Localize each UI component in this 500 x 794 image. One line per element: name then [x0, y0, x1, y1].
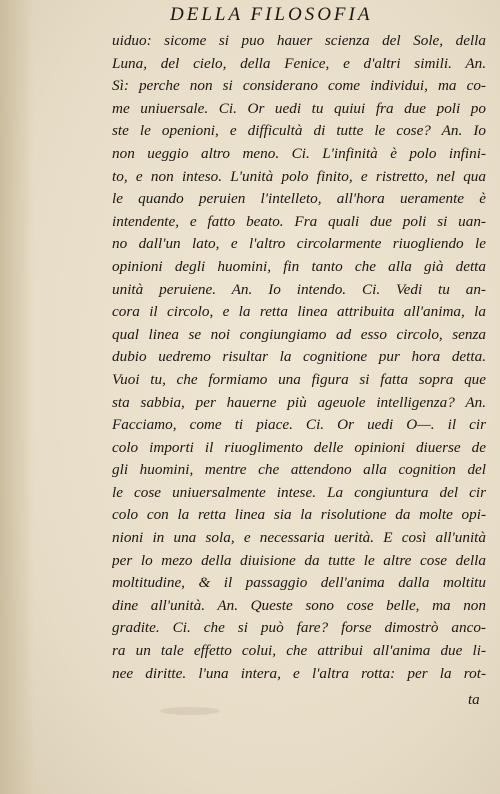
text-line: Sì: perche non si considerano come individui, ma co-	[112, 77, 486, 95]
text-line: ra un tale effetto colui, che attribui all'anima due li-	[112, 642, 486, 660]
text-line: Vuoi tu, che formiamo una figura si fatta sopra que	[112, 370, 486, 388]
text-line: Luna, del cielo, della Fenice, e d'altri simili. An.	[112, 54, 486, 72]
text-line: me uniuersale. Ci. Or uedi tu quiui fra due poli po	[112, 99, 486, 117]
text-line: gli huomini, mentre che attendono alla cognition del	[112, 461, 486, 479]
text-line: ste le openioni, e difficultà di tutte le cose? An. Io	[112, 122, 486, 140]
text-line: non ueggio altro meno. Ci. L'infinità è polo infini-	[112, 144, 486, 162]
ink-smudge	[160, 707, 220, 715]
text-line: colo importi il riuoglimento delle opinioni diuerse de	[112, 438, 486, 456]
catchword: ta	[468, 692, 480, 708]
page-gutter-shadow	[0, 0, 34, 794]
text-line: opinioni degli huomini, fin tanto che alla già detta	[112, 257, 486, 275]
text-line: gradite. Ci. che si può fare? forse dimostrò anco-	[112, 619, 486, 637]
text-line: Facciamo, come ti piace. Ci. Or uedi O—. il cir	[112, 416, 486, 434]
text-line: qual linea se noi congiungiamo ad esso circolo, senza	[112, 325, 486, 343]
text-line: le cose uniuersalmente intese. La congiuntura del cir	[112, 483, 486, 501]
text-line: nee diritte. l'una intera, e l'altra rotta: per la rot-	[112, 664, 486, 682]
text-line: moltitudine, & il passaggio dell'anima dalla moltitu	[112, 574, 486, 592]
text-line: cora il circolo, e la retta linea attribuita all'anima, la	[112, 303, 486, 321]
text-block	[112, 30, 486, 685]
text-line: dubio uedremo risultar la cognitione pur hora detta.	[112, 348, 486, 366]
text-line: nioni in una sola, e necessaria uerità. E così all'unità	[112, 529, 486, 547]
text-line: no dall'un lato, e l'altro circolarmente riuogliendo le	[112, 235, 486, 253]
running-head: DELLA FILOSOFIA	[170, 4, 373, 25]
text-line: per lo mezo della diuisione da tutte le altre cose della	[112, 551, 486, 569]
text-line: sta sabbia, per hauerne più ageuole intelligenza? An.	[112, 393, 486, 411]
text-line: to, e non inteso. L'unità polo finito, e ristretto, nel qua	[112, 167, 486, 185]
text-line: le quando peruien l'intelleto, all'hora ueramente è	[112, 190, 486, 208]
text-line: dine all'unità. An. Queste sono cose belle, ma non	[112, 596, 486, 614]
text-line: unità peruiene. An. Io intendo. Ci. Vedi tu an-	[112, 280, 486, 298]
text-line: intendente, e fatto beato. Fra quali due poli si uan-	[112, 212, 486, 230]
text-line: uiduo: sicome si puo hauer scienza del Sole, della	[112, 32, 486, 49]
text-line: colo con la retta linea sia la risolutione da molte opi-	[112, 506, 486, 524]
